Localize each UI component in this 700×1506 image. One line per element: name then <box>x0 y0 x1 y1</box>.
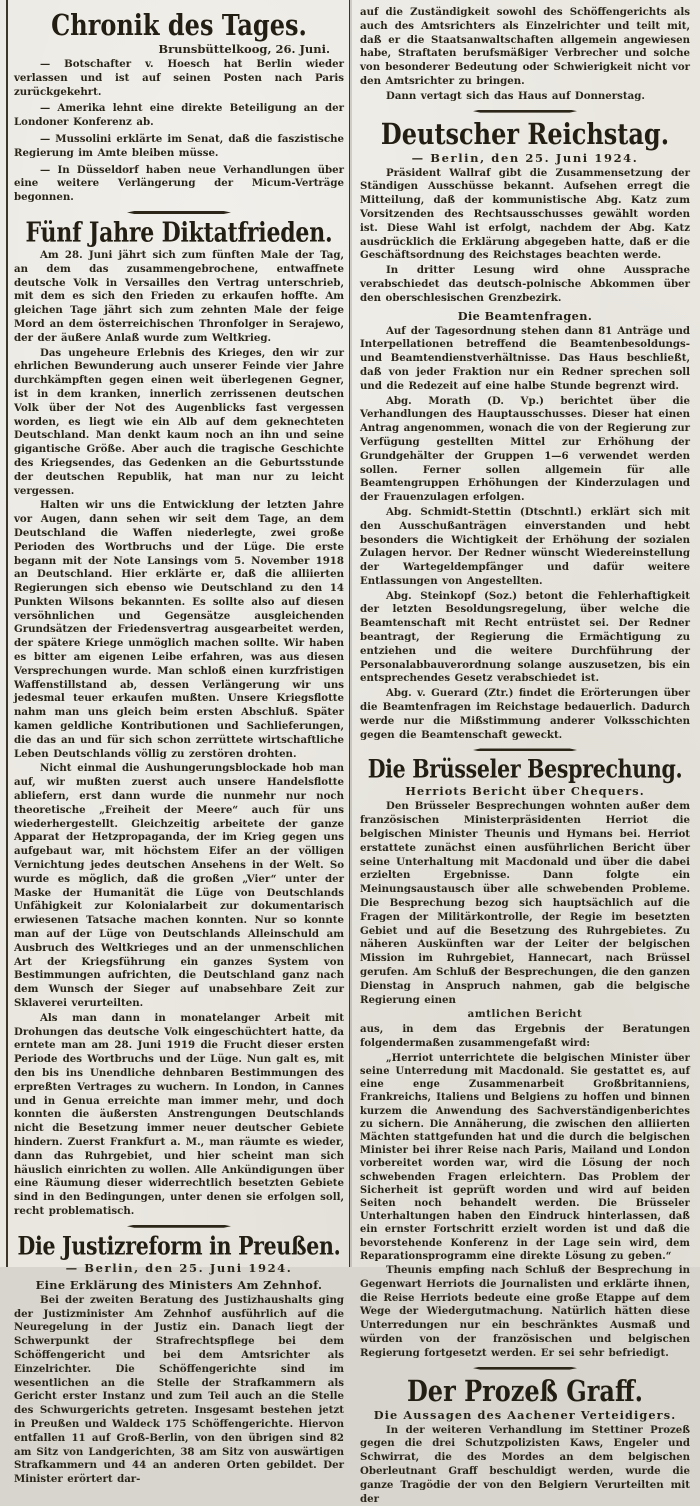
prozess-graff-subhead: Die Aussagen des Aachener Verteidigers. <box>373 1407 677 1422</box>
article-paragraph: Abg. Steinkopf (Soz.) betont die Fehlerhaftigkeit der letzten Besoldungsregelung, über welche die Beamtenschaft mit Recht entrüstet sei. Der Redner beantragt, der Regierung die Ermächtigung zu entziehen und die weitere Durchführung der Personalabbauverordnung solange auszusetzen, bis ein entsprechendes Gesetz verabschiedet ist. <box>360 589 690 685</box>
left-margin-rule <box>6 0 8 1267</box>
chronik-item: — Mussolini erklärte im Senat, daß die faszistische Regierung im Amte bleiben müsse. <box>14 132 344 159</box>
justizreform-subhead: Eine Erklärung des Ministers Am Zehnhof. <box>35 1277 323 1292</box>
article-paragraph: Das ungeheure Erlebnis des Krieges, den wir zur ehrlichen Bewunderung auch unserer Feinde vier Jahre durchkämpften gegen einen weit überlegenen Gegner, ist in dem kranken, innerlich zerrissenen deutschen Volk über der Not des Augenblicks fast vergessen worden, es liegt wie ein Alb auf dem geknechteten Deutschland. Man denkt kaum noch an ihn und seine gigantische Größe. Aber auch die tragische Geschichte des Kriegsendes, das Gedenken an die Geburtsstunde der deutschen Republik, hat man nur zu leicht vergessen. <box>14 346 344 497</box>
justizreform-headline <box>14 1231 344 1261</box>
diktatfrieden-headline <box>14 217 344 249</box>
justizreform-headline-text: Die Justizreform in Preußen. <box>17 1231 341 1261</box>
reichstag-headline-text: Deutscher Reichstag. <box>380 115 670 151</box>
official-report-quote: „Herriot unterrichtete die belgischen Minister über seine Unterredung mit Macdonald. Sie gestattet es, auf eine enge Zusammenarbeit Großbritanniens, Frankreichs, Italiens und Belgiens zu hoffen und binnen kurzem die Anwendung des Sachverständigenberichtes zu sichern. Die Annäherung, die zwischen den alliierten Mächten stattgefunden hat und die durch die belgischen Minister bei ihrer Reise nach Paris, Mailand und London vorbereitet worden war, wird die Lösung der noch schwebenden Fragen erleichtern. Das Problem der Sicherheit ist geprüft worden und wird auf beiden Seiten noch behandelt werden. Die Brüsseler Unterhaltungen haben den Eindruck hinterlassen, daß ein ernster Fortschritt erzielt worden ist und daß die bevorstehende Konferenz in der Lage sein wird, dem Reparationsprogramm eine direkte Lösung zu geben.“ <box>360 1052 690 1262</box>
chronik-item: — In Düsseldorf haben neue Verhandlungen über eine weitere Verlängerung der Micum-Verträge begonnen. <box>14 163 344 204</box>
article-paragraph: aus, in dem das Ergebnis der Beratungen folgendermaßen zusammengefaßt wird: <box>360 1023 690 1049</box>
reichstag-dateline: — Berlin, den 25. Juni 1924. <box>411 150 639 165</box>
chronik-headline <box>14 6 344 43</box>
right-column <box>360 0 690 1505</box>
section-divider <box>473 110 577 113</box>
article-chronik <box>14 6 344 205</box>
article-paragraph: Theunis empfing nach Schluß der Besprechung in Gegenwart Herriots die Journalisten und erklärte ihnen, die Reise Herriots bedeute eine große Etappe auf dem Wege der Wiedergutmachung. Natürlich hätten diese Unterredungen nur ein beschränktes Ausmaß und würden von der französischen und belgischen Regierung fortgesetzt werden. Er sei sehr befriedigt. <box>360 1264 690 1359</box>
article-paragraph: Als man dann in monatelanger Arbeit mit Drohungen das deutsche Volk eingeschüchtert hatte, da erntete man am 28. Juni 1919 die Frucht dieser ersten Periode des Wortbruchs und der Lüge. Nun galt es, mit den bis ins Unendliche dehnbaren Bestimmungen des erpreßten Vertrages zu wuchern. In London, in Cannes und in Genua erreichte man immer mehr, und doch konnten die äußersten Anstrengungen Deutschlands nicht die Besetzung immer neuer deutscher Gebiete hindern. Zuerst Frankfurt a. M., man räumte es wieder, dann das Ruhrgebiet, und hier scheint man sich häuslich einrichten zu wollen. Alle Ankündigungen über eine Räumung dieser widerrechtlich besetzten Gebiete sind in den Bedingungen, unter denen sie erfolgen soll, recht problematisch. <box>14 1011 344 1217</box>
article-reichstag <box>360 115 690 743</box>
chronik-item: — Botschafter v. Hoesch hat Berlin wieder verlassen und ist auf seinen Posten nach Paris zurückgekehrt. <box>14 58 344 98</box>
left-column <box>14 0 344 1486</box>
section-divider <box>127 211 231 214</box>
justizreform-dateline: — Berlin, den 25. Juni 1924. <box>65 1260 293 1275</box>
section-divider <box>473 748 577 751</box>
article-diktatfrieden <box>14 217 344 1219</box>
article-justizreform <box>14 1231 344 1487</box>
article-paragraph: Abg. v. Guerard (Ztr.) findet die Erörterungen über die Beamtenfragen im Reichstage bedauerlich. Dadurch werde nur die Mißstimmung anderer Volksschichten gegen die Beamtenschaft geweckt. <box>360 687 690 741</box>
article-paragraph: Halten wir uns die Entwicklung der letzten Jahre vor Augen, dann sehen wir seit dem Tage, an dem Deutschland die Waffen niederlegte, zwei große Perioden des Wortbruchs und der Lüge. Die erste begann mit der Note Lansings vom 5. November 1918 an Deutschland. Hier erklärte er, daß die alliierten Regierungen sich ebenso wie Deutschland zu den 14 Punkten Wilsons bekannten. Es sollte also auf diesen versöhnlichen und Gegensätze ausgleichenden Grundsätzen der Friedensvertrag ausgearbeitet werden, der spätere Kriege unmöglich machen sollte. Wir haben es bitter am eigenen Leibe erfahren, was aus diesen Versprechungen wurde. Man schloß einen kurzfristigen Waffenstillstand ab, dessen Verlängerung wir uns jedesmal teuer erkaufen mußten. Unsere Kriegsflotte nahm man uns gleich beim ersten Abschluß. Später kamen geldliche Kontributionen und Sachlieferungen, die das an und für sich schon zerrüttete wirtschaftliche Leben Deutschlands völlig zu zerstören drohten. <box>14 499 344 760</box>
section-divider <box>473 1367 577 1370</box>
article-paragraph: Auf der Tagesordnung stehen dann 81 Anträge und Interpellationen betreffend die Beamtenbesoldungs- und Beamtendienstverhältnisse. Das Haus beschließt, daß von jeder Fraktion nur ein Redner sprechen soll und die Redezeit auf eine halbe Stunde begrenzt wird. <box>360 324 690 392</box>
article-paragraph: Abg. Morath (D. Vp.) berichtet über die Verhandlungen des Hauptausschusses. Dieser hat einen Antrag angenommen, wonach die von der Regierung zur Verfügung gestellten Mittel zur Erhöhung der Grundgehälter der Gruppen 1—6 verwendet werden sollen. Ferner sollen allgemein für alle Beamtengruppen Erhöhungen der Kinderzulagen und der Frauenzulagen erfolgen. <box>360 394 690 504</box>
chronik-items <box>14 58 344 205</box>
prozess-graff-headline <box>360 1372 690 1408</box>
article-paragraph: In der weiteren Verhandlung im Stettiner Prozeß gegen die drei Schutzpolizisten Kaws, Engeler und Schwirrat, die des Mordes an dem belgischen Oberleutnant Graff beschuldigt werden, wurde die ganze Tragödie der von den Belgiern Verurteilten mit der <box>360 1423 690 1505</box>
bruessel-headline-text: Die Brüsseler Besprechung. <box>367 754 683 785</box>
article-paragraph: Bei der zweiten Beratung des Justizhaushalts ging der Justizminister Am Zehnhof ausführlich auf die Neuregelung in der Justiz ein. Danach liegt der Schwerpunkt der Strafrechtspflege bei dem Schöffengericht und bei dem Amtsrichter als Einzelrichter. Die Schöffengerichte sind im wesentlichen an die Stelle der Strafkammern als Gericht erster Instanz und zum Teil auch an die Stelle des Schwurgerichts getreten. Insgesamt bestehen jetzt in Preußen und Waldeck 175 Schöffengerichte. Hiervon entfallen 11 auf Groß-Berlin, von den übrigen sind 82 am Sitz von Landgerichten, 38 am Sitz von auswärtigen Strafkammern und 44 an anderen Orten gebildet. Der Minister erörtert dar- <box>14 1293 344 1486</box>
beamtenfragen-subhead: Die Beamtenfragen. <box>457 308 593 323</box>
bruessel-subhead: Herriots Bericht über Chequers. <box>405 784 645 799</box>
article-paragraph: auf die Zuständigkeit sowohl des Schöffengerichts als auch des Amtsrichters als Einzelrichter und teilt mit, daß er die Staatsanwaltschaften allgemein angewiesen habe, Straftaten berufsmäßiger Verbrecher und solche von besonderer Bedeutung oder Schwierigkeit nicht vor den Amtsrichter zu bringen. <box>360 6 690 87</box>
chronik-item: — Amerika lehnt eine direkte Beteiligung an der Londoner Konferenz ab. <box>14 102 344 129</box>
amtlicher-bericht-line: amtlichen Bericht <box>467 1008 583 1021</box>
article-paragraph: Präsident Wallraf gibt die Zusammensetzung der Ständigen Ausschüsse bekannt. Aufsehen erregt die Mitteilung, daß der kommunistische Abg. Katz zum Vorsitzenden des Rechtsausschusses gewählt worden ist. Diese Wahl ist erfolgt, nachdem der Abg. Katz ausdrücklich die Erklärung abgegeben hatte, daß er die Geschäftsordnung des Reichstages beachten werde. <box>360 166 690 262</box>
article-paragraph: In dritter Lesung wird ohne Aussprache verabschiedet das deutsch-polnische Abkommen über den oberschlesischen Grenzbezirk. <box>360 264 690 304</box>
column-divider-rule <box>349 0 350 1267</box>
article-prozess-graff <box>360 1372 690 1506</box>
article-paragraph: Nicht einmal die Aushungerungsblockade hob man auf, wir mußten zuerst auch unsere Handelsflotte abliefern, erst dann wurde die nunmehr nur noch theoretische „Freiheit der Meere“ auch für uns wiederhergestellt. Gleichzeitig arbeitete der ganze Apparat der Hetzpropaganda, der im Krieg gegen uns aufgebaut war, mit höchstem Eifer an der völligen Vernichtung jedes deutschen Ansehens in der Welt. So wurde es möglich, daß die großen „Vier“ unter der Maske der Humanität die Lüge von Deutschlands Unfähigkeit zur Kolonialarbeit zur dokumentarisch erwiesenen Tatsache machen konnten. Nur so konnte man auf der Lüge von Deutschlands Alleinschuld am Ausbruch des Weltkrieges und an der unmenschlichen Art der Kriegsführung ein ganzes System von Bestimmungen aufrichten, die Deutschland ganz nach dem Wunsch der Sieger auf unabsehbare Zeit zur Sklaverei verurteilten. <box>14 762 344 1009</box>
chronik-headline-text: Chronik des Tages. <box>51 6 307 43</box>
section-divider <box>127 1225 231 1228</box>
article-continuation <box>360 6 690 104</box>
chronik-dateline: Brunsbüttelkoog, 26. Juni. <box>158 42 330 56</box>
article-paragraph: Den Brüsseler Besprechungen wohnten außer dem französischen Ministerpräsidenten Herriot die belgischen Minister Theunis und Hymans bei. Herriot erstattete zunächst einen ausführlichen Bericht über seine Unterhaltung mit Macdonald und über die dabei erzielten Ergebnisse. Dann folgte ein Meinungsaustausch über alle schwebenden Probleme. Die Besprechung bezog sich hauptsächlich auf die Fragen der Militärkontrolle, der Regie im besetzten Gebiet und auf die Besetzung des Ruhrgebietes. Zu näheren Auskünften war der Leiter der belgischen Mission im Ruhrgebiet, Hannecart, nach Brüssel gerufen. Am Schluß der Besprechungen, die den ganzen Dienstag in Anspruch nahmen, gab die belgische Regierung einen <box>360 800 690 1006</box>
diktatfrieden-headline-text: Fünf Jahre Diktatfrieden. <box>25 217 333 249</box>
reichstag-headline <box>360 115 690 151</box>
article-paragraph: Am 28. Juni jährt sich zum fünften Male der Tag, an dem das zusammengebrochene, entwaffnete deutsche Volk in Versailles den Vertrag unterschrieb, mit dem es sich den Frieden zu erkaufen hoffte. Am gleichen Tage jährt sich zum zehnten Male der feige Mord an dem österreichischen Thronfolger in Serajewo, der der äußere Anlaß wurde zum Weltkrieg. <box>14 248 344 344</box>
article-bruessel <box>360 754 690 1360</box>
prozess-graff-headline-text: Der Prozeß Graff. <box>406 1372 643 1408</box>
article-paragraph: Dann vertagt sich das Haus auf Donnerstag. <box>386 89 645 102</box>
bruessel-headline <box>360 754 690 785</box>
article-paragraph: Abg. Schmidt-Stettin (Dtschntl.) erklärt sich mit den Ausschußanträgen einverstanden und hebt besonders die Wichtigkeit der Erhöhung der sozialen Zulagen hervor. Der Redner wünscht Wiedereinstellung der Wartegeldempfänger und dafür weitere Entlassungen von Angestellten. <box>360 505 690 587</box>
